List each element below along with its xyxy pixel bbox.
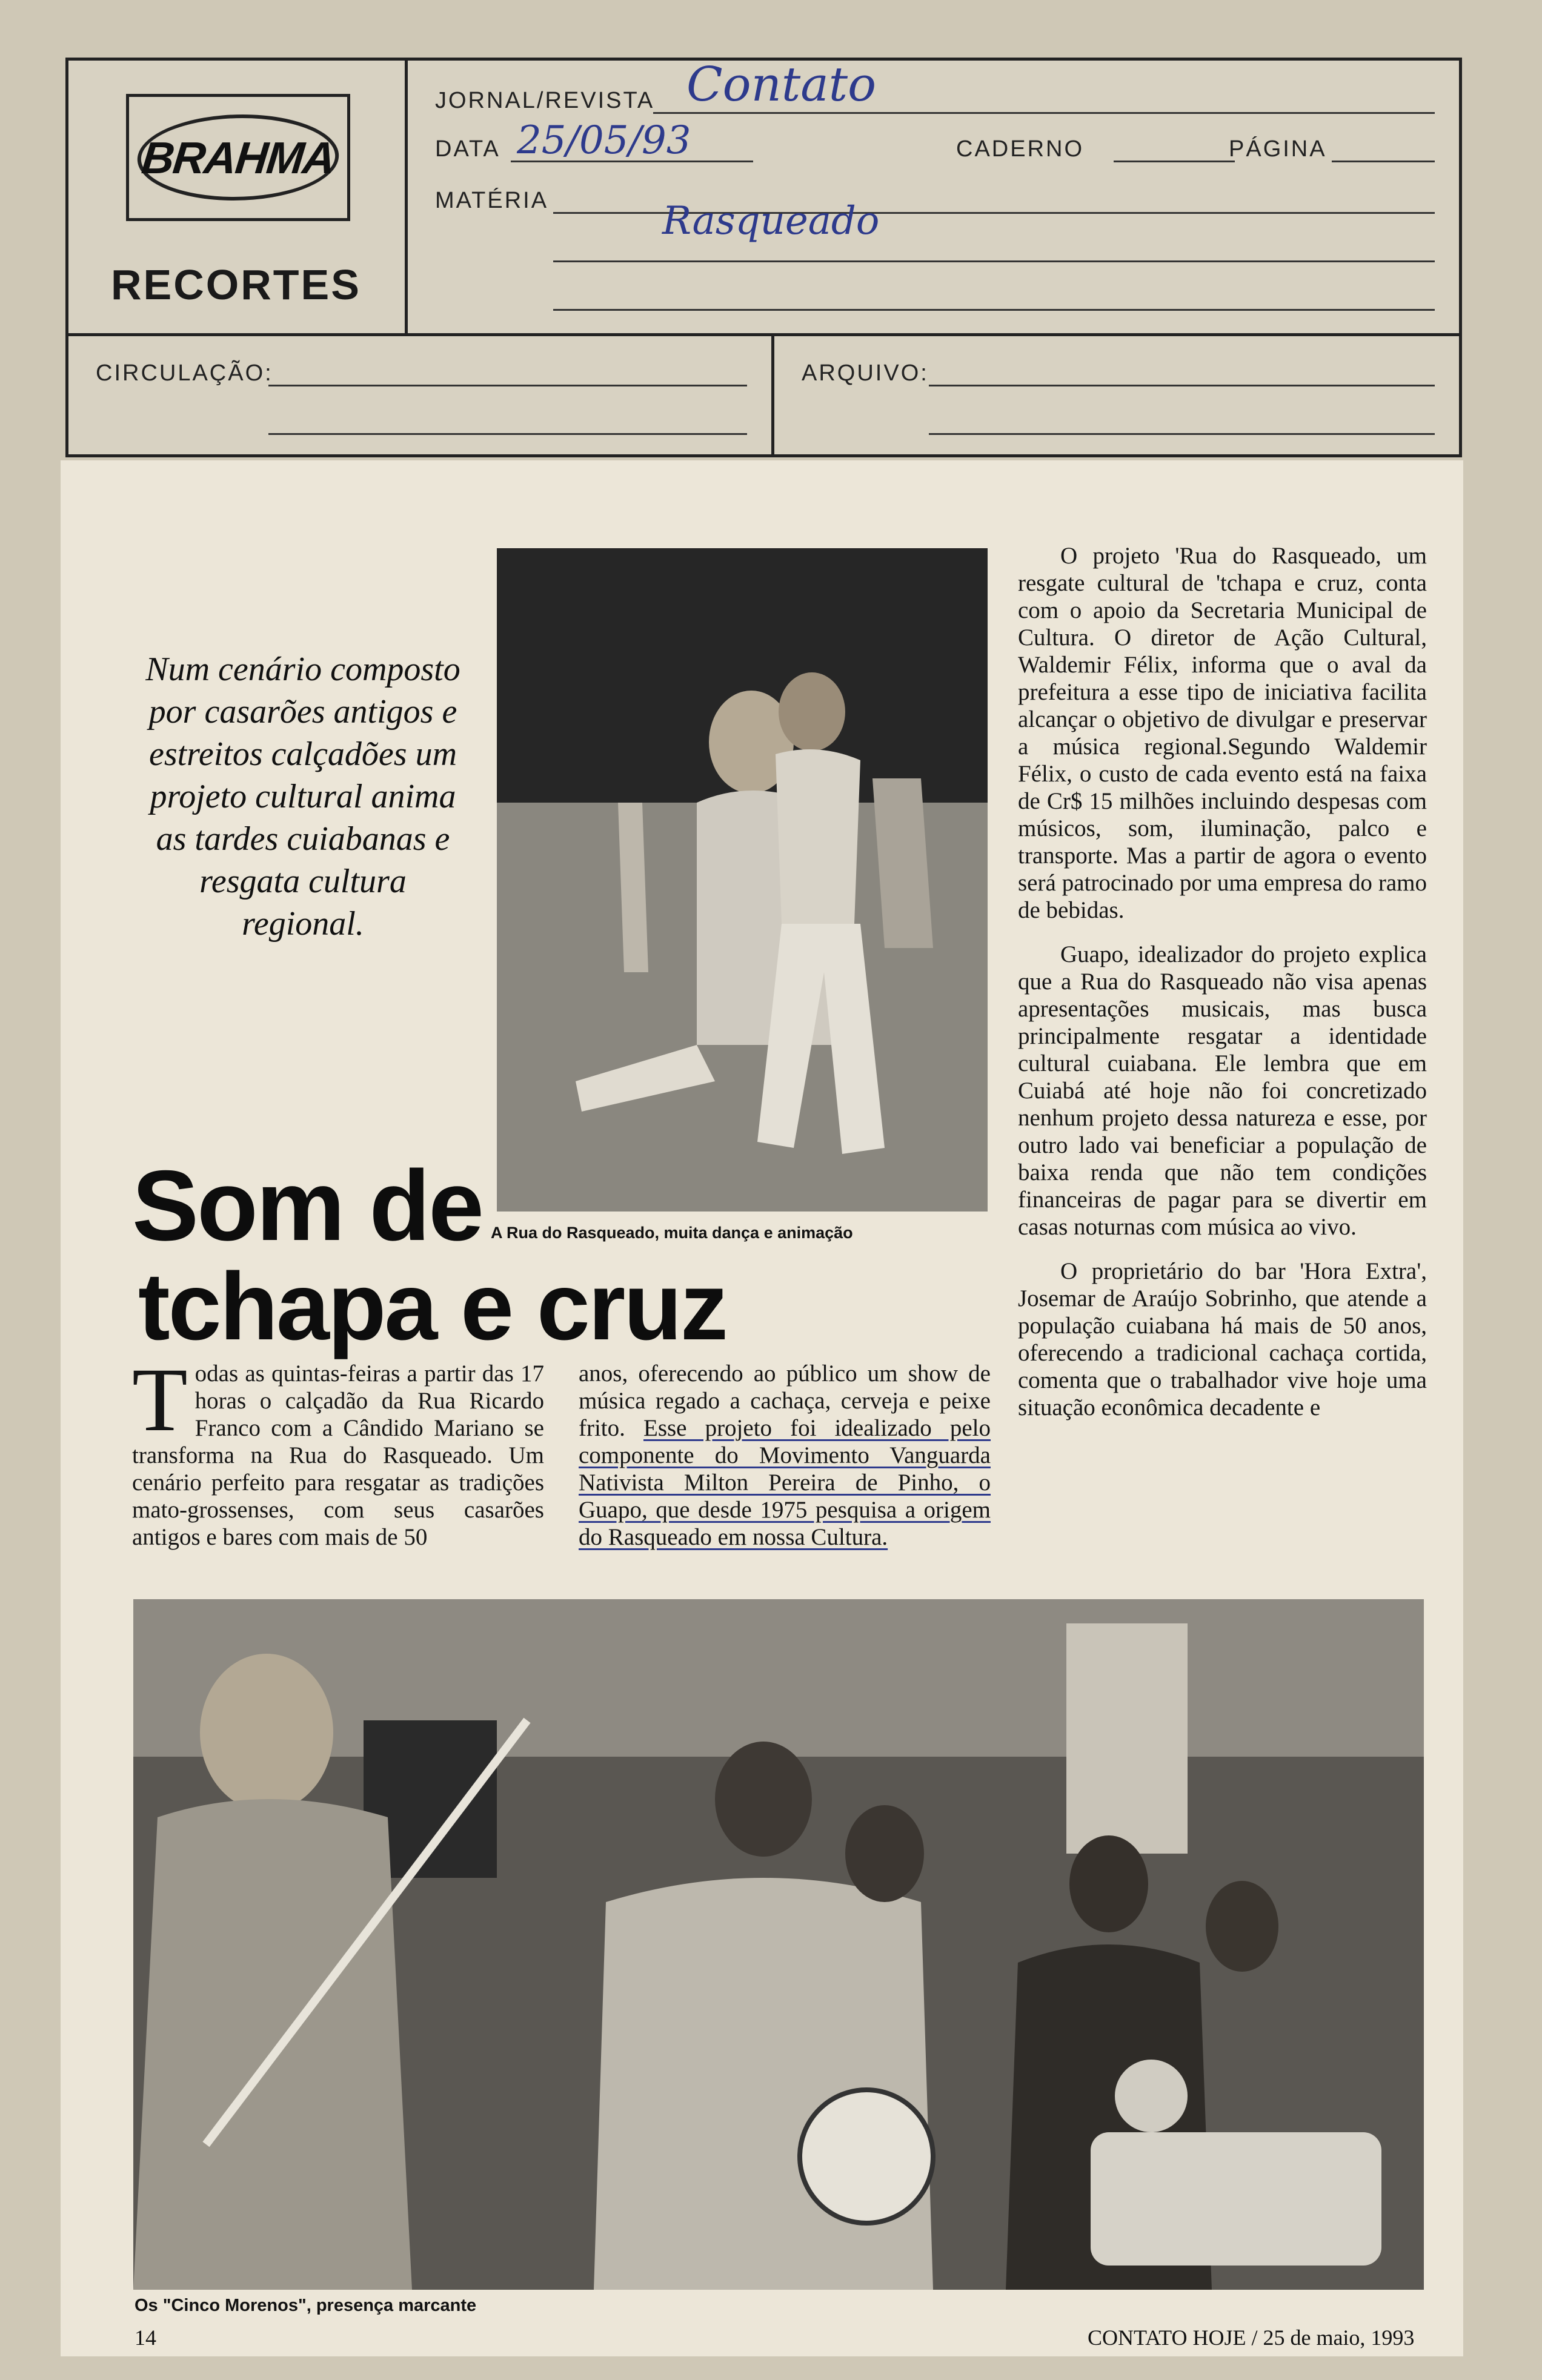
- circulacao-line: [268, 433, 747, 435]
- form-divider: [68, 333, 1459, 336]
- arquivo-line: [929, 385, 1435, 386]
- caderno-label: CADERNO: [956, 136, 1085, 162]
- arquivo-label: ARQUIVO:: [802, 360, 929, 386]
- column-1-text: odas as quintas-feiras a partir das 17 horas o calçadão da Rua Ricardo Franco com a Cândido Mariano se transforma na Rua do Rasqueado. Um cenário perfeito para resgatar as tradições mato-grossenses, com seus casarões antigos e bares com mais de 50: [132, 1361, 544, 1550]
- materia-value: Rasqueado: [662, 199, 880, 244]
- column-3-paragraph-1: O projeto 'Rua do Rasqueado, um resgate cultural de 'tchapa e cruz, conta com o apoio da Secretaria Municipal de Cultura. O diretor de Ação Cultural, Waldemir Félix, informa que o aval da prefeitura a esse tipo de iniciativa facilita alcançar o objetivo de divulgar e preservar a música regional.Segundo Waldemir Félix, o custo de cada evento está na faixa de Cr$ 15 milhões incluindo despesas com músicos, som, iluminação, palco e transporte. Mas a partir de agora o evento será patrocinado por uma empresa do ramo de bebidas.: [1018, 543, 1427, 923]
- photo-top-caption: A Rua do Rasqueado, muita dança e animação: [491, 1224, 853, 1242]
- brand-logo-text: BRAHMA: [133, 114, 344, 201]
- column-3-paragraph-3: O proprietário do bar 'Hora Extra', Josemar de Araújo Sobrinho, que atende a população cuiabana há mais de 50 anos, oferecendo a tradicional cachaça cortida, comenta que o trabalhador vive hoje uma situação econômica decadente e: [1018, 1258, 1427, 1420]
- pagina-line: [1332, 161, 1435, 162]
- column-3-paragraph-2: Guapo, idealizador do projeto explica que a Rua do Rasqueado não visa apenas apresentações musicais, mas busca principalmente resgatar a identidade cultural cuiabana. Ele lembra que em Cuiabá até hoje não foi concretizado nenhum projeto dessa natureza e esse, por outro lado vai beneficiar a população de baixa renda que não tem condições financeiras de pagar para se divertir em casas noturnas com música ao vivo.: [1018, 941, 1427, 1240]
- page-number: 14: [135, 2325, 156, 2350]
- dancing-couple-photo: [497, 548, 988, 1212]
- article-column-1: [132, 1350, 544, 1551]
- caderno-line: [1114, 161, 1235, 162]
- brand-logo: [126, 94, 350, 221]
- article-column-3: [1018, 542, 1427, 1438]
- data-value: 25/05/93: [517, 118, 691, 163]
- circulacao-line: [268, 385, 747, 386]
- form-divider: [405, 61, 408, 333]
- pagina-label: PÁGINA: [1229, 136, 1327, 162]
- drop-cap: T: [132, 1350, 188, 1450]
- arquivo-line: [929, 433, 1435, 435]
- pull-quote: Num cenário composto por casarões antigos e estreitos calçadões um projeto cultural anima as tardes cuiabanas e resgata cultura regional.: [145, 651, 460, 943]
- dancing-couple-illustration: [497, 548, 988, 1212]
- circulacao-label: CIRCULAÇÃO:: [96, 360, 273, 386]
- jornal-value: Contato: [686, 58, 877, 112]
- form-divider: [771, 333, 774, 457]
- headline-line2: tchapa e cruz: [138, 1253, 726, 1360]
- materia-label: MATÉRIA: [435, 188, 549, 213]
- photo-bottom-caption: Os "Cinco Morenos", presença marcante: [135, 2296, 477, 2315]
- column-2-underlined-text: Esse projeto foi idealizado pelo componente do Movimento Vanguarda Nativista Milton Pereira de Pinho, o Guapo, que desde 1975 pesquisa a origem do Rasqueado em nossa Cultura.: [579, 1415, 991, 1550]
- musicians-illustration: [133, 1599, 1424, 2290]
- materia-line: [553, 260, 1435, 262]
- materia-line: [553, 309, 1435, 311]
- column-2-text: anos, oferecendo ao público um show de música regado a cachaça, cerveja e peixe frito.: [579, 1361, 991, 1441]
- footer-source: CONTATO HOJE / 25 de maio, 1993: [1088, 2325, 1415, 2350]
- form-title: RECORTES: [111, 261, 361, 308]
- musicians-photo: [133, 1599, 1424, 2290]
- data-label: DATA: [435, 136, 500, 162]
- clipping-form: [65, 58, 1462, 457]
- headline-line1: Som de: [132, 1150, 482, 1261]
- jornal-label: JORNAL/REVISTA: [435, 88, 655, 113]
- jornal-line: [653, 112, 1435, 114]
- article-column-2: [579, 1360, 991, 1551]
